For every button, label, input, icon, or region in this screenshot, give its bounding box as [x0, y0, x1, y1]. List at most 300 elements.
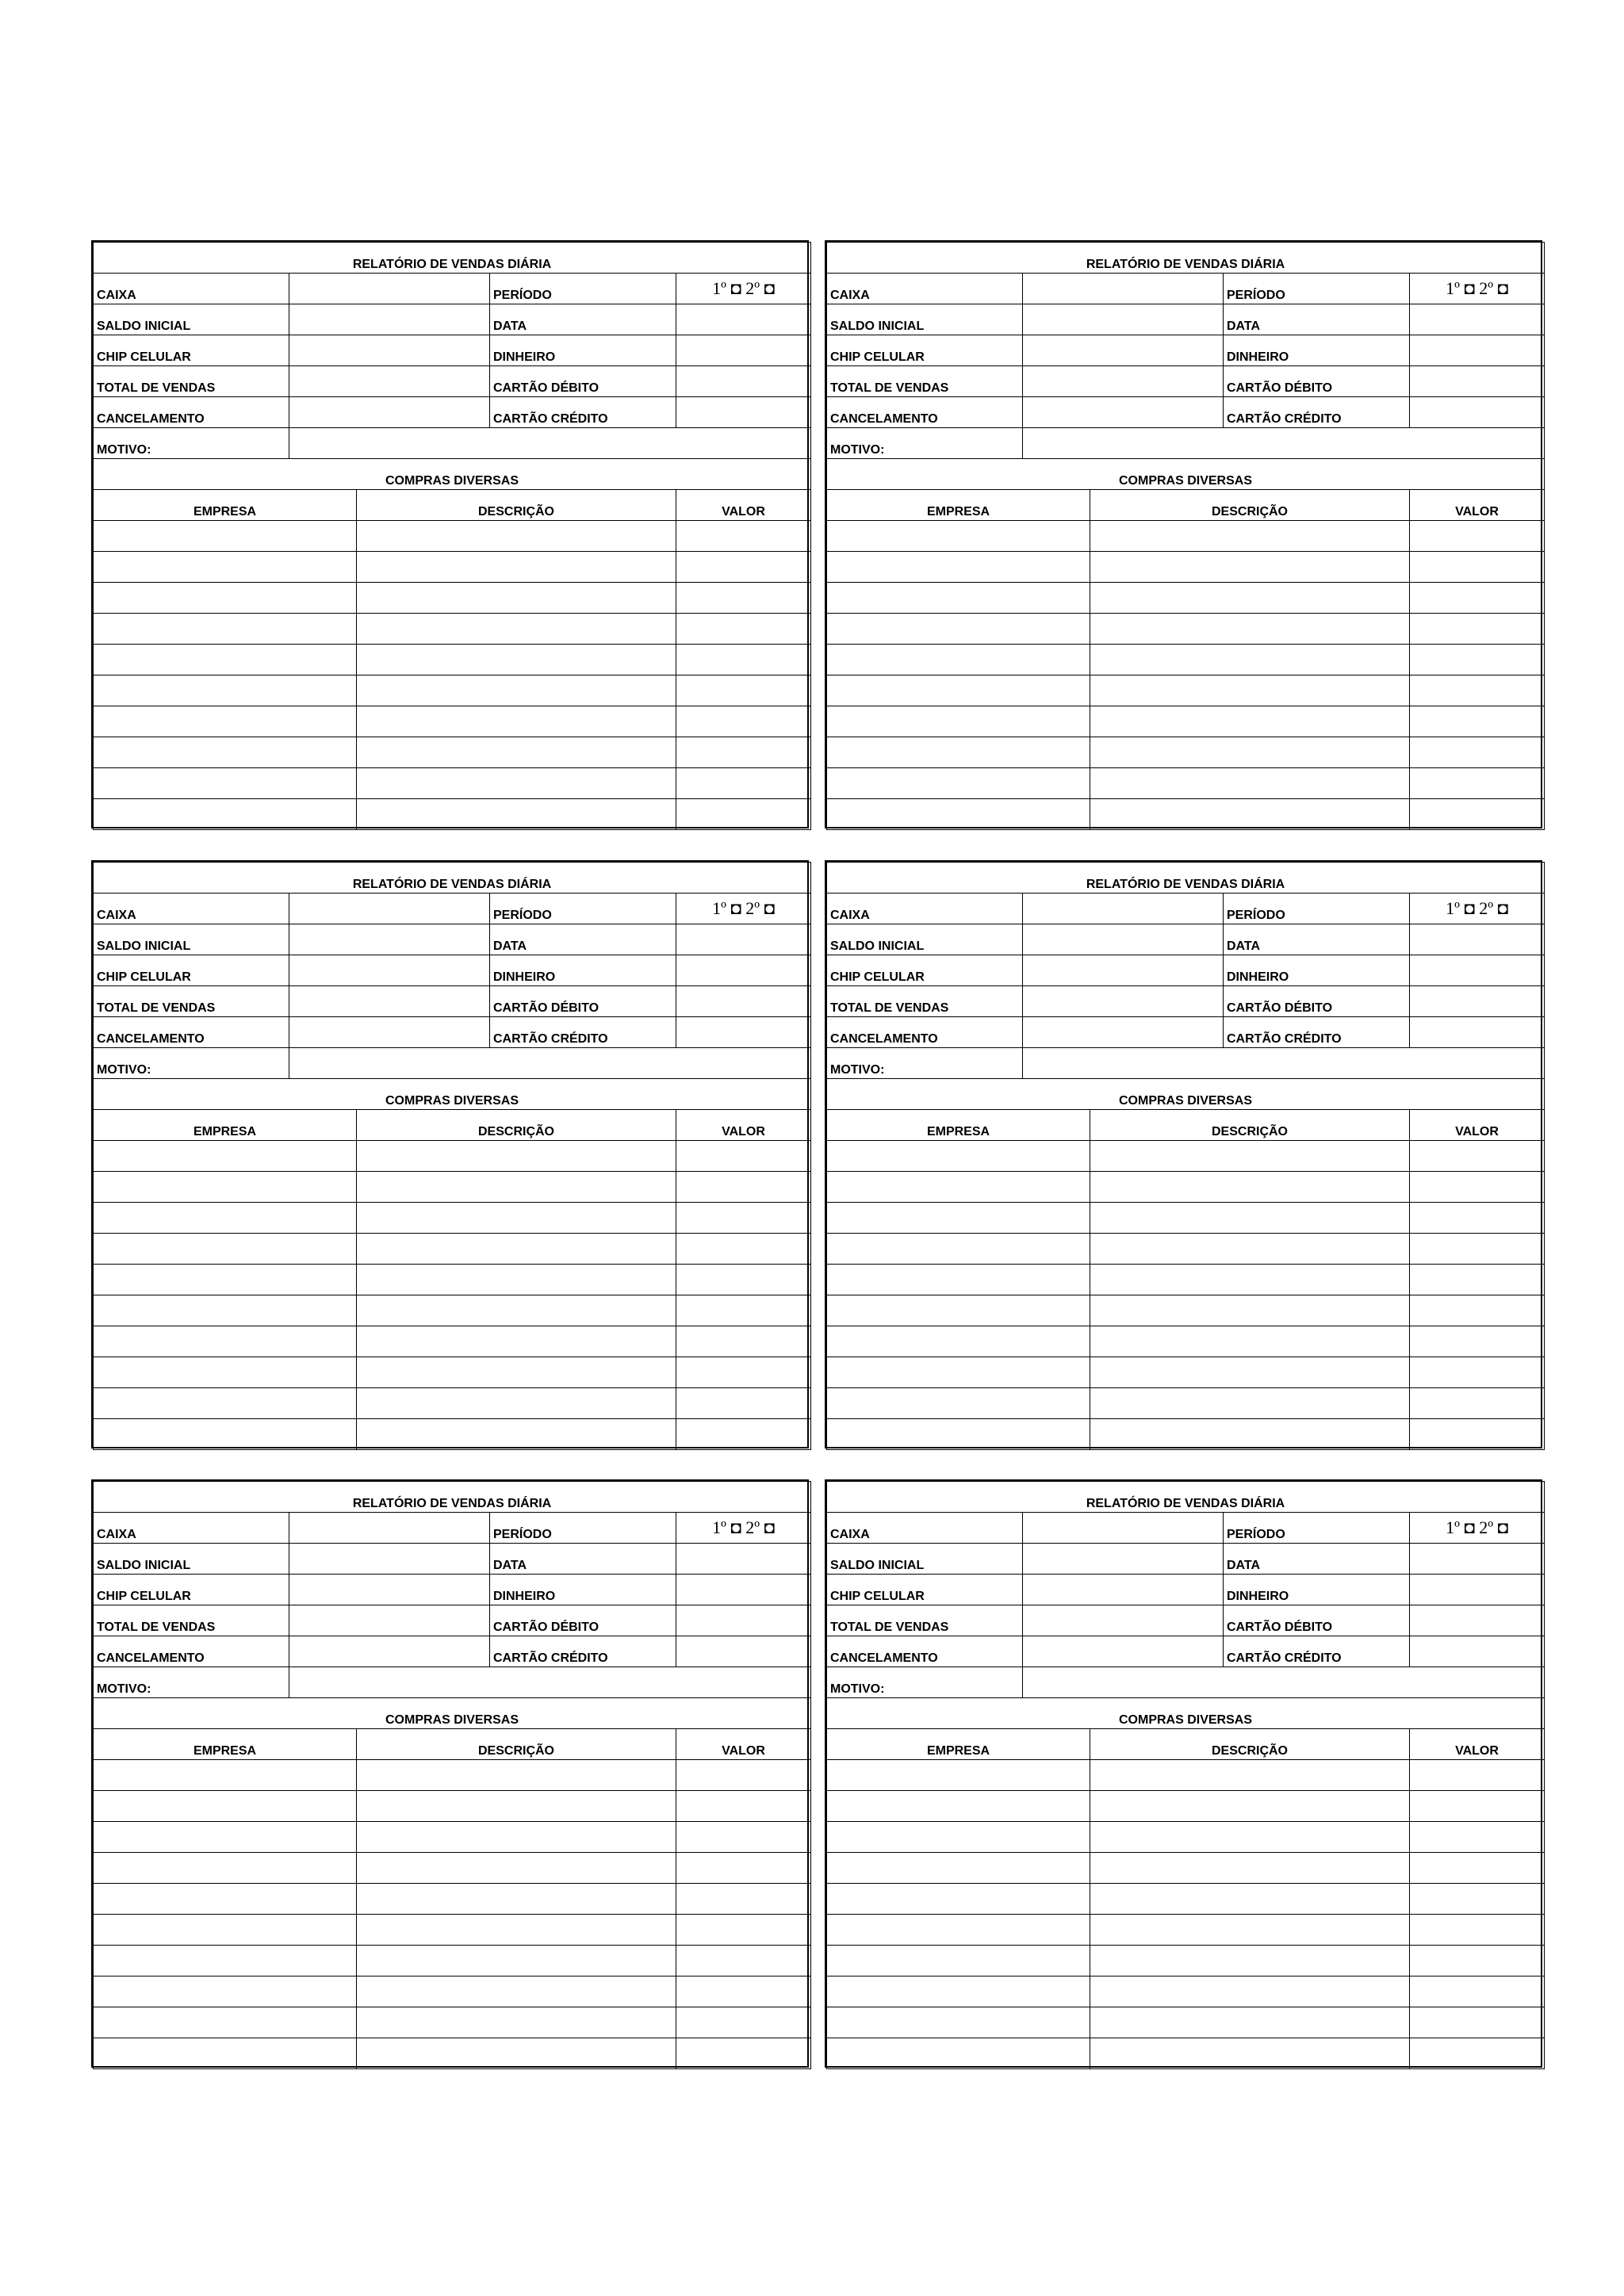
table-row	[94, 1791, 811, 1822]
descricao-cell[interactable]	[1090, 737, 1410, 768]
empresa-cell[interactable]	[827, 1141, 1090, 1172]
descricao-cell[interactable]	[1090, 2038, 1410, 2069]
empresa-cell[interactable]	[827, 1388, 1090, 1419]
column-valor: VALOR	[676, 1729, 811, 1760]
label-saldo-inicial: SALDO INICIAL	[94, 924, 289, 955]
valor-cell[interactable]	[1410, 737, 1545, 768]
valor-cell[interactable]	[1410, 1172, 1545, 1203]
label-motivo: MOTIVO:	[94, 1667, 289, 1698]
valor-cell[interactable]	[676, 1234, 811, 1265]
descricao-cell[interactable]	[357, 583, 676, 614]
caixa-field[interactable]	[289, 1513, 490, 1544]
empresa-cell[interactable]	[827, 614, 1090, 645]
sales-report-form	[91, 860, 809, 1448]
empresa-cell[interactable]	[94, 737, 357, 768]
saldo-inicial-field[interactable]	[1023, 304, 1224, 335]
valor-cell[interactable]	[676, 768, 811, 799]
empresa-cell[interactable]	[827, 1357, 1090, 1388]
cancelamento-field[interactable]	[289, 1017, 490, 1048]
empresa-cell[interactable]	[827, 521, 1090, 552]
empresa-cell[interactable]	[827, 799, 1090, 830]
label-data: DATA	[1224, 1544, 1410, 1575]
empresa-cell[interactable]	[827, 552, 1090, 583]
descricao-cell[interactable]	[357, 1915, 676, 1946]
chip-celular-field[interactable]	[1023, 335, 1224, 366]
descricao-cell[interactable]	[357, 1884, 676, 1915]
empresa-cell[interactable]	[827, 1976, 1090, 2007]
empresa-cell[interactable]	[94, 1853, 357, 1884]
empresa-cell[interactable]	[827, 2007, 1090, 2038]
descricao-cell[interactable]	[1090, 1822, 1410, 1853]
valor-cell[interactable]	[1410, 1884, 1545, 1915]
report-title: RELATÓRIO DE VENDAS DIÁRIA	[827, 1482, 1545, 1513]
chip-celular-field[interactable]	[289, 335, 490, 366]
descricao-cell[interactable]	[357, 2007, 676, 2038]
descricao-cell[interactable]	[357, 1203, 676, 1234]
total-de-vendas-field[interactable]	[1023, 986, 1224, 1017]
empresa-cell[interactable]	[94, 1976, 357, 2007]
descricao-cell[interactable]	[357, 1295, 676, 1326]
descricao-cell[interactable]	[357, 1822, 676, 1853]
table-row	[94, 799, 811, 830]
descricao-cell[interactable]	[1090, 1976, 1410, 2007]
cancelamento-field[interactable]	[289, 1636, 490, 1667]
valor-cell[interactable]	[676, 645, 811, 675]
label-chip-celular: CHIP CELULAR	[827, 1575, 1023, 1605]
label-total-de-vendas: TOTAL DE VENDAS	[94, 986, 289, 1017]
label-cancelamento: CANCELAMENTO	[94, 1636, 289, 1667]
descricao-cell[interactable]	[1090, 583, 1410, 614]
descricao-cell[interactable]	[1090, 552, 1410, 583]
column-descricao: DESCRIÇÃO	[357, 1110, 676, 1141]
valor-cell[interactable]	[676, 1141, 811, 1172]
dinheiro-field[interactable]	[676, 1575, 811, 1605]
saldo-inicial-field[interactable]	[1023, 1544, 1224, 1575]
descricao-cell[interactable]	[357, 614, 676, 645]
label-dinheiro: DINHEIRO	[1224, 335, 1410, 366]
valor-cell[interactable]	[1410, 583, 1545, 614]
valor-cell[interactable]	[676, 583, 811, 614]
data-field[interactable]	[1410, 924, 1545, 955]
descricao-cell[interactable]	[1090, 706, 1410, 737]
label-cartao-credito: CARTÃO CRÉDITO	[1224, 1017, 1410, 1048]
periodo-checkboxes[interactable]: 1º ◘ 2º ◘	[676, 1513, 811, 1544]
descricao-cell[interactable]	[1090, 521, 1410, 552]
valor-cell[interactable]	[676, 1203, 811, 1234]
valor-cell[interactable]	[676, 552, 811, 583]
sales-report-form	[91, 240, 809, 828]
table-row	[827, 1388, 1545, 1419]
periodo-checkboxes[interactable]: 1º ◘ 2º ◘	[676, 894, 811, 924]
valor-cell[interactable]	[676, 1357, 811, 1388]
descricao-cell[interactable]	[357, 552, 676, 583]
descricao-cell[interactable]	[1090, 1234, 1410, 1265]
empresa-cell[interactable]	[827, 1760, 1090, 1791]
descricao-cell[interactable]	[357, 737, 676, 768]
empresa-cell[interactable]	[827, 1265, 1090, 1295]
valor-cell[interactable]	[1410, 1295, 1545, 1326]
chip-celular-field[interactable]	[1023, 1575, 1224, 1605]
valor-cell[interactable]	[676, 675, 811, 706]
table-row	[827, 1884, 1545, 1915]
valor-cell[interactable]	[1410, 1791, 1545, 1822]
descricao-cell[interactable]	[357, 1357, 676, 1388]
dinheiro-field[interactable]	[1410, 1575, 1545, 1605]
descricao-cell[interactable]	[357, 1326, 676, 1357]
descricao-cell[interactable]	[1090, 675, 1410, 706]
empresa-cell[interactable]	[94, 1172, 357, 1203]
descricao-cell[interactable]	[357, 1388, 676, 1419]
total-de-vendas-field[interactable]	[289, 1605, 490, 1636]
empresa-cell[interactable]	[94, 1915, 357, 1946]
empresa-cell[interactable]	[94, 1884, 357, 1915]
descricao-cell[interactable]	[357, 1760, 676, 1791]
saldo-inicial-field[interactable]	[1023, 924, 1224, 955]
descricao-cell[interactable]	[357, 1172, 676, 1203]
empresa-cell[interactable]	[94, 1265, 357, 1295]
valor-cell[interactable]	[1410, 706, 1545, 737]
empresa-cell[interactable]	[827, 1172, 1090, 1203]
cartao-debito-field[interactable]	[676, 986, 811, 1017]
dinheiro-field[interactable]	[676, 955, 811, 986]
valor-cell[interactable]	[1410, 675, 1545, 706]
descricao-cell[interactable]	[357, 1419, 676, 1450]
descricao-cell[interactable]	[357, 675, 676, 706]
cancelamento-field[interactable]	[1023, 1636, 1224, 1667]
empresa-cell[interactable]	[827, 1915, 1090, 1946]
table-row	[827, 1357, 1545, 1388]
label-motivo: MOTIVO:	[827, 1667, 1023, 1698]
data-field[interactable]	[676, 304, 811, 335]
label-cartao-debito: CARTÃO DÉBITO	[1224, 986, 1410, 1017]
label-periodo: PERÍODO	[1224, 894, 1410, 924]
chip-celular-field[interactable]	[1023, 955, 1224, 986]
empresa-cell[interactable]	[827, 2038, 1090, 2069]
caixa-field[interactable]	[289, 894, 490, 924]
valor-cell[interactable]	[676, 1326, 811, 1357]
cartao-credito-field[interactable]	[1410, 397, 1545, 428]
label-caixa: CAIXA	[827, 274, 1023, 304]
valor-cell[interactable]	[1410, 1915, 1545, 1946]
periodo-checkboxes[interactable]: 1º ◘ 2º ◘	[1410, 274, 1545, 304]
label-caixa: CAIXA	[827, 894, 1023, 924]
caixa-field[interactable]	[1023, 1513, 1224, 1544]
motivo-field[interactable]	[289, 1048, 811, 1079]
compras-diversas-title: COMPRAS DIVERSAS	[827, 1698, 1545, 1729]
caixa-field[interactable]	[1023, 894, 1224, 924]
empresa-cell[interactable]	[827, 1419, 1090, 1450]
empresa-cell[interactable]	[94, 2038, 357, 2069]
table-row	[94, 1419, 811, 1450]
valor-cell[interactable]	[676, 2038, 811, 2069]
descricao-cell[interactable]	[1090, 1946, 1410, 1976]
descricao-cell[interactable]	[357, 521, 676, 552]
descricao-cell[interactable]	[1090, 1203, 1410, 1234]
empresa-cell[interactable]	[94, 1822, 357, 1853]
sales-report-form	[91, 1479, 809, 2068]
caixa-field[interactable]	[289, 274, 490, 304]
valor-cell[interactable]	[1410, 1326, 1545, 1357]
dinheiro-field[interactable]	[1410, 955, 1545, 986]
valor-cell[interactable]	[676, 1946, 811, 1976]
label-periodo: PERÍODO	[1224, 1513, 1410, 1544]
cancelamento-field[interactable]	[1023, 397, 1224, 428]
label-total-de-vendas: TOTAL DE VENDAS	[827, 986, 1023, 1017]
empresa-cell[interactable]	[827, 1203, 1090, 1234]
empresa-cell[interactable]	[827, 1295, 1090, 1326]
empresa-cell[interactable]	[94, 799, 357, 830]
periodo-checkboxes[interactable]: 1º ◘ 2º ◘	[1410, 894, 1545, 924]
valor-cell[interactable]	[676, 706, 811, 737]
empresa-cell[interactable]	[94, 1326, 357, 1357]
empresa-cell[interactable]	[94, 645, 357, 675]
valor-cell[interactable]	[676, 1265, 811, 1295]
saldo-inicial-field[interactable]	[289, 304, 490, 335]
column-empresa: EMPRESA	[94, 490, 357, 521]
compras-diversas-title: COMPRAS DIVERSAS	[94, 1079, 811, 1110]
empresa-cell[interactable]	[827, 1822, 1090, 1853]
empresa-cell[interactable]	[827, 1326, 1090, 1357]
valor-cell[interactable]	[1410, 552, 1545, 583]
data-field[interactable]	[676, 924, 811, 955]
total-de-vendas-field[interactable]	[1023, 366, 1224, 397]
descricao-cell[interactable]	[1090, 1357, 1410, 1388]
empresa-cell[interactable]	[94, 675, 357, 706]
valor-cell[interactable]	[1410, 768, 1545, 799]
valor-cell[interactable]	[676, 1791, 811, 1822]
valor-cell[interactable]	[1410, 1976, 1545, 2007]
table-row	[94, 1388, 811, 1419]
empresa-cell[interactable]	[827, 706, 1090, 737]
empresa-cell[interactable]	[94, 2007, 357, 2038]
empresa-cell[interactable]	[94, 1791, 357, 1822]
valor-cell[interactable]	[1410, 645, 1545, 675]
motivo-field[interactable]	[1023, 1667, 1545, 1698]
empresa-cell[interactable]	[827, 737, 1090, 768]
valor-cell[interactable]	[1410, 2007, 1545, 2038]
data-field[interactable]	[676, 1544, 811, 1575]
valor-cell[interactable]	[1410, 1419, 1545, 1450]
table-row	[94, 1234, 811, 1265]
caixa-field[interactable]	[1023, 274, 1224, 304]
descricao-cell[interactable]	[1090, 2007, 1410, 2038]
valor-cell[interactable]	[1410, 1760, 1545, 1791]
descricao-cell[interactable]	[1090, 799, 1410, 830]
dinheiro-field[interactable]	[676, 335, 811, 366]
empresa-cell[interactable]	[94, 768, 357, 799]
descricao-cell[interactable]	[1090, 768, 1410, 799]
dinheiro-field[interactable]	[1410, 335, 1545, 366]
descricao-cell[interactable]	[1090, 1326, 1410, 1357]
valor-cell[interactable]	[1410, 2038, 1545, 2069]
total-de-vendas-field[interactable]	[289, 986, 490, 1017]
table-row	[827, 614, 1545, 645]
empresa-cell[interactable]	[827, 645, 1090, 675]
empresa-cell[interactable]	[827, 768, 1090, 799]
table-row	[94, 645, 811, 675]
label-dinheiro: DINHEIRO	[1224, 955, 1410, 986]
empresa-cell[interactable]	[94, 1946, 357, 1976]
motivo-field[interactable]	[289, 428, 811, 459]
empresa-cell[interactable]	[94, 552, 357, 583]
label-cartao-debito: CARTÃO DÉBITO	[490, 1605, 676, 1636]
descricao-cell[interactable]	[1090, 1791, 1410, 1822]
cartao-debito-field[interactable]	[676, 366, 811, 397]
valor-cell[interactable]	[1410, 1853, 1545, 1884]
descricao-cell[interactable]	[357, 799, 676, 830]
descricao-cell[interactable]	[357, 1946, 676, 1976]
total-de-vendas-field[interactable]	[1023, 1605, 1224, 1636]
motivo-field[interactable]	[289, 1667, 811, 1698]
valor-cell[interactable]	[676, 1760, 811, 1791]
chip-celular-field[interactable]	[289, 1575, 490, 1605]
cancelamento-field[interactable]	[1023, 1017, 1224, 1048]
table-row	[827, 706, 1545, 737]
cartao-credito-field[interactable]	[676, 1636, 811, 1667]
column-descricao: DESCRIÇÃO	[357, 1729, 676, 1760]
descricao-cell[interactable]	[1090, 1388, 1410, 1419]
periodo-checkboxes[interactable]: 1º ◘ 2º ◘	[1410, 1513, 1545, 1544]
descricao-cell[interactable]	[1090, 1915, 1410, 1946]
valor-cell[interactable]	[676, 1822, 811, 1853]
motivo-field[interactable]	[1023, 428, 1545, 459]
descricao-cell[interactable]	[357, 706, 676, 737]
table-row	[827, 799, 1545, 830]
empresa-cell[interactable]	[94, 1760, 357, 1791]
empresa-cell[interactable]	[94, 1419, 357, 1450]
valor-cell[interactable]	[676, 521, 811, 552]
table-row	[94, 552, 811, 583]
label-motivo: MOTIVO:	[94, 428, 289, 459]
empresa-cell[interactable]	[94, 1295, 357, 1326]
valor-cell[interactable]	[676, 1853, 811, 1884]
empresa-cell[interactable]	[94, 706, 357, 737]
cartao-credito-field[interactable]	[676, 1017, 811, 1048]
empresa-cell[interactable]	[827, 1853, 1090, 1884]
descricao-cell[interactable]	[1090, 1141, 1410, 1172]
descricao-cell[interactable]	[1090, 1884, 1410, 1915]
empresa-cell[interactable]	[94, 614, 357, 645]
empresa-cell[interactable]	[827, 1884, 1090, 1915]
valor-cell[interactable]	[1410, 799, 1545, 830]
periodo-checkboxes[interactable]: 1º ◘ 2º ◘	[676, 274, 811, 304]
label-cartao-credito: CARTÃO CRÉDITO	[490, 397, 676, 428]
descricao-cell[interactable]	[357, 1234, 676, 1265]
empresa-cell[interactable]	[94, 583, 357, 614]
valor-cell[interactable]	[1410, 1203, 1545, 1234]
total-de-vendas-field[interactable]	[289, 366, 490, 397]
descricao-cell[interactable]	[1090, 645, 1410, 675]
compras-diversas-title: COMPRAS DIVERSAS	[827, 459, 1545, 490]
cartao-debito-field[interactable]	[1410, 366, 1545, 397]
valor-cell[interactable]	[676, 1295, 811, 1326]
descricao-cell[interactable]	[1090, 1295, 1410, 1326]
report-title: RELATÓRIO DE VENDAS DIÁRIA	[94, 863, 811, 894]
valor-cell[interactable]	[676, 737, 811, 768]
descricao-cell[interactable]	[1090, 614, 1410, 645]
cartao-credito-field[interactable]	[1410, 1017, 1545, 1048]
descricao-cell[interactable]	[357, 2038, 676, 2069]
valor-cell[interactable]	[1410, 1265, 1545, 1295]
report-title: RELATÓRIO DE VENDAS DIÁRIA	[827, 863, 1545, 894]
valor-cell[interactable]	[1410, 1357, 1545, 1388]
cartao-credito-field[interactable]	[676, 397, 811, 428]
valor-cell[interactable]	[676, 799, 811, 830]
descricao-cell[interactable]	[357, 1265, 676, 1295]
table-row	[827, 1791, 1545, 1822]
valor-cell[interactable]	[1410, 1234, 1545, 1265]
saldo-inicial-field[interactable]	[289, 924, 490, 955]
descricao-cell[interactable]	[1090, 1853, 1410, 1884]
data-field[interactable]	[1410, 304, 1545, 335]
valor-cell[interactable]	[676, 1915, 811, 1946]
label-motivo: MOTIVO:	[827, 1048, 1023, 1079]
valor-cell[interactable]	[1410, 521, 1545, 552]
empresa-cell[interactable]	[94, 1357, 357, 1388]
empresa-cell[interactable]	[94, 1203, 357, 1234]
chip-celular-field[interactable]	[289, 955, 490, 986]
descricao-cell[interactable]	[1090, 1419, 1410, 1450]
table-row	[827, 1172, 1545, 1203]
descricao-cell[interactable]	[357, 1791, 676, 1822]
cartao-credito-field[interactable]	[1410, 1636, 1545, 1667]
empresa-cell[interactable]	[827, 675, 1090, 706]
valor-cell[interactable]	[1410, 614, 1545, 645]
table-row	[827, 1141, 1545, 1172]
motivo-field[interactable]	[1023, 1048, 1545, 1079]
empresa-cell[interactable]	[94, 1234, 357, 1265]
empresa-cell[interactable]	[827, 1946, 1090, 1976]
valor-cell[interactable]	[676, 1976, 811, 2007]
valor-cell[interactable]	[676, 1419, 811, 1450]
valor-cell[interactable]	[1410, 1946, 1545, 1976]
valor-cell[interactable]	[1410, 1141, 1545, 1172]
descricao-cell[interactable]	[357, 768, 676, 799]
valor-cell[interactable]	[676, 1884, 811, 1915]
empresa-cell[interactable]	[94, 1141, 357, 1172]
valor-cell[interactable]	[1410, 1388, 1545, 1419]
valor-cell[interactable]	[676, 1388, 811, 1419]
cartao-debito-field[interactable]	[1410, 1605, 1545, 1636]
saldo-inicial-field[interactable]	[289, 1544, 490, 1575]
table-row	[827, 583, 1545, 614]
valor-cell[interactable]	[676, 2007, 811, 2038]
descricao-cell[interactable]	[357, 1976, 676, 2007]
empresa-cell[interactable]	[827, 1234, 1090, 1265]
empresa-cell[interactable]	[827, 1791, 1090, 1822]
descricao-cell[interactable]	[1090, 1760, 1410, 1791]
label-motivo: MOTIVO:	[827, 428, 1023, 459]
descricao-cell[interactable]	[1090, 1265, 1410, 1295]
column-valor: VALOR	[1410, 490, 1545, 521]
descricao-cell[interactable]	[357, 1141, 676, 1172]
descricao-cell[interactable]	[1090, 1172, 1410, 1203]
empresa-cell[interactable]	[94, 1388, 357, 1419]
descricao-cell[interactable]	[357, 645, 676, 675]
descricao-cell[interactable]	[357, 1853, 676, 1884]
data-field[interactable]	[1410, 1544, 1545, 1575]
column-descricao: DESCRIÇÃO	[1090, 1729, 1410, 1760]
valor-cell[interactable]	[676, 614, 811, 645]
valor-cell[interactable]	[676, 1172, 811, 1203]
empresa-cell[interactable]	[827, 583, 1090, 614]
cartao-debito-field[interactable]	[1410, 986, 1545, 1017]
cartao-debito-field[interactable]	[676, 1605, 811, 1636]
empresa-cell[interactable]	[94, 521, 357, 552]
cancelamento-field[interactable]	[289, 397, 490, 428]
label-periodo: PERÍODO	[490, 894, 676, 924]
valor-cell[interactable]	[1410, 1822, 1545, 1853]
